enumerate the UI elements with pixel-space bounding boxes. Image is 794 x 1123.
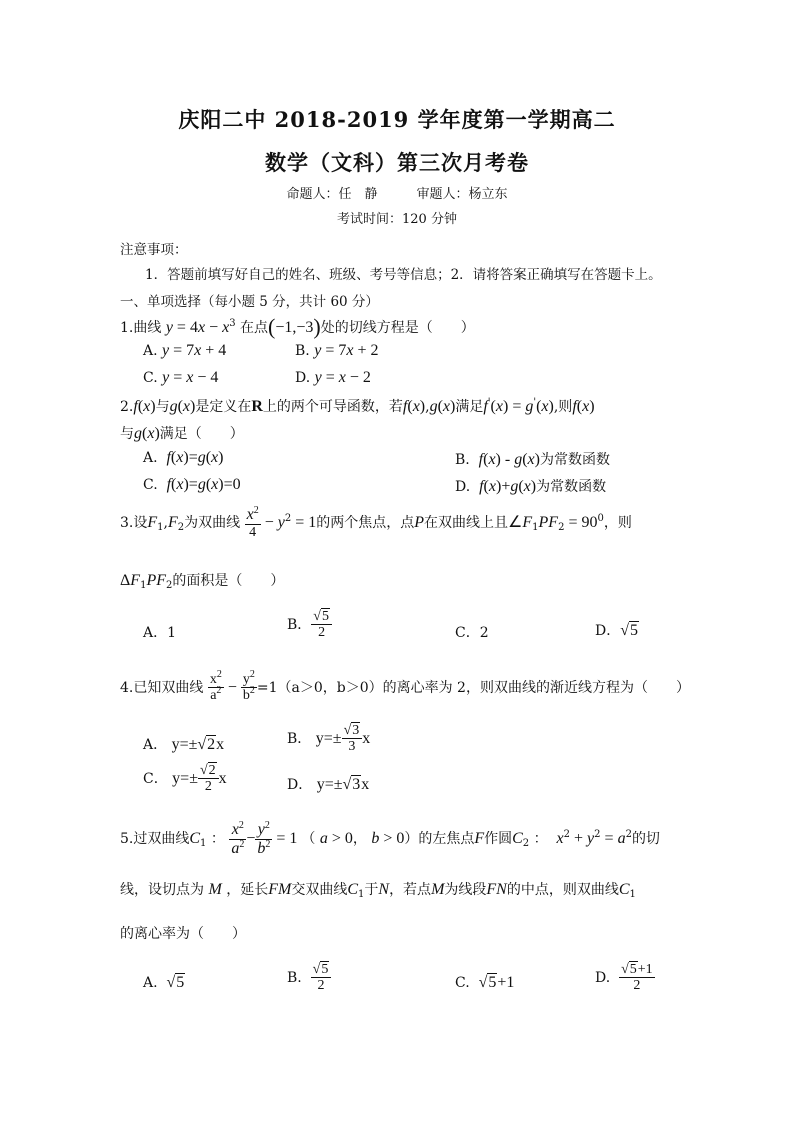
question-3-option-c[interactable]: C．2 — [455, 625, 489, 641]
notes-heading: 注意事项： — [120, 242, 188, 258]
question-4-stem: 4.已知双曲线 $\frac{x^2}{a^2}$ − $\frac{y^2}{b^2}$ =1（a＞0，b＞0）的离心率为 2，则双曲线的渐近线方程为（ ） — [120, 669, 690, 704]
question-2-option-d[interactable]: D. f(x)+g(x)为常数函数 — [455, 478, 607, 495]
question-2-stem-line2: 与g(x)满足（ ） — [120, 425, 244, 442]
question-5-option-c[interactable]: C. √5+1 — [455, 974, 515, 991]
question-5-stem-line2: 线，设切点为 M ，延长FM交双曲线$C_1$于N，若点M为线段FN的中点，则双曲线$C_1$ — [120, 881, 636, 900]
question-4-option-b[interactable]: B． y=± $\frac{√3}{3}$ x — [287, 723, 371, 755]
question-2-stem: 2.f(x)与g(x)是定义在R上的两个可导函数，若f(x),g(x)满足f'(x) = g'(x),则f(x) — [120, 397, 595, 415]
exam-time: 考试时间：120 分钟 — [337, 212, 457, 227]
question-3-stem-line2: $\Delta F_1PF_2$的面积是（ ） — [120, 572, 285, 591]
question-5-option-a[interactable]: A. √5 — [143, 974, 185, 991]
exam-authors: 命题人：任 静 审题人：杨立东 — [286, 187, 508, 202]
question-1-option-c[interactable]: C. y = x − 4 — [143, 369, 219, 386]
question-5-stem-line3: 的离心率为（ ） — [120, 926, 246, 942]
question-2-option-a[interactable]: A. f(x)=g(x) — [143, 449, 224, 466]
notes-line: 1．答题前填写好自己的姓名、班级、考号等信息；2．请将答案正确填写在答题卡上。 — [145, 267, 662, 283]
question-3-option-d[interactable]: D．√5 — [595, 622, 639, 639]
exam-title: 庆阳二中 2018-2019 学年度第一学期高二 — [178, 107, 616, 132]
question-2-option-c[interactable]: C. f(x)=g(x)=0 — [143, 476, 241, 493]
question-5-option-d[interactable]: D. $\frac{√5+1}{2}$ — [595, 962, 653, 994]
question-1-option-d[interactable]: D. y = x − 2 — [295, 369, 371, 386]
question-1-stem: 1.曲线 $y = 4x - x^3$ 在点(−1,−3)处的切线方程是（ ） — [120, 314, 475, 339]
question-5-option-b[interactable]: B. $\frac{√5}{2}$ — [287, 962, 331, 994]
section-heading: 一、单项选择（每小题 5 分，共计 60 分） — [120, 294, 379, 310]
question-5-stem: 5.过双曲线$C_1$ ： $\frac{x^2}{a^2}$ − $\frac{y^2}{b^2}$ = 1 （ a > 0， b > 0）的左焦点F作圆$C_2$ ： $x^2 + y^2 = a^2$的切 — [120, 820, 660, 857]
question-2-option-b[interactable]: B. f(x) - g(x)为常数函数 — [455, 451, 610, 468]
question-4-option-c[interactable]: C． y=± $\frac{√2}{2}$ x — [143, 763, 227, 795]
question-1-option-a[interactable]: A. y = 7x + 4 — [143, 342, 227, 359]
question-3-stem: 3.设$F_1,F_2$为双曲线 $\frac{x^2}{4}$ − $y^2 = 1$的两个焦点，点P在双曲线上且$\angle F_1PF_2 = 90^0$，则 — [120, 505, 632, 540]
question-4-option-d[interactable]: D． y=±√3x — [287, 776, 370, 793]
exam-subtitle: 数学（文科）第三次月考卷 — [265, 150, 529, 175]
question-3-option-a[interactable]: A．1 — [143, 625, 177, 641]
question-3-option-b[interactable]: B． $\frac{√5}{2}$ — [287, 609, 332, 641]
question-1-option-b[interactable]: B. y = 7x + 2 — [295, 342, 379, 359]
question-4-option-a[interactable]: A． y=±√2x — [143, 736, 225, 753]
